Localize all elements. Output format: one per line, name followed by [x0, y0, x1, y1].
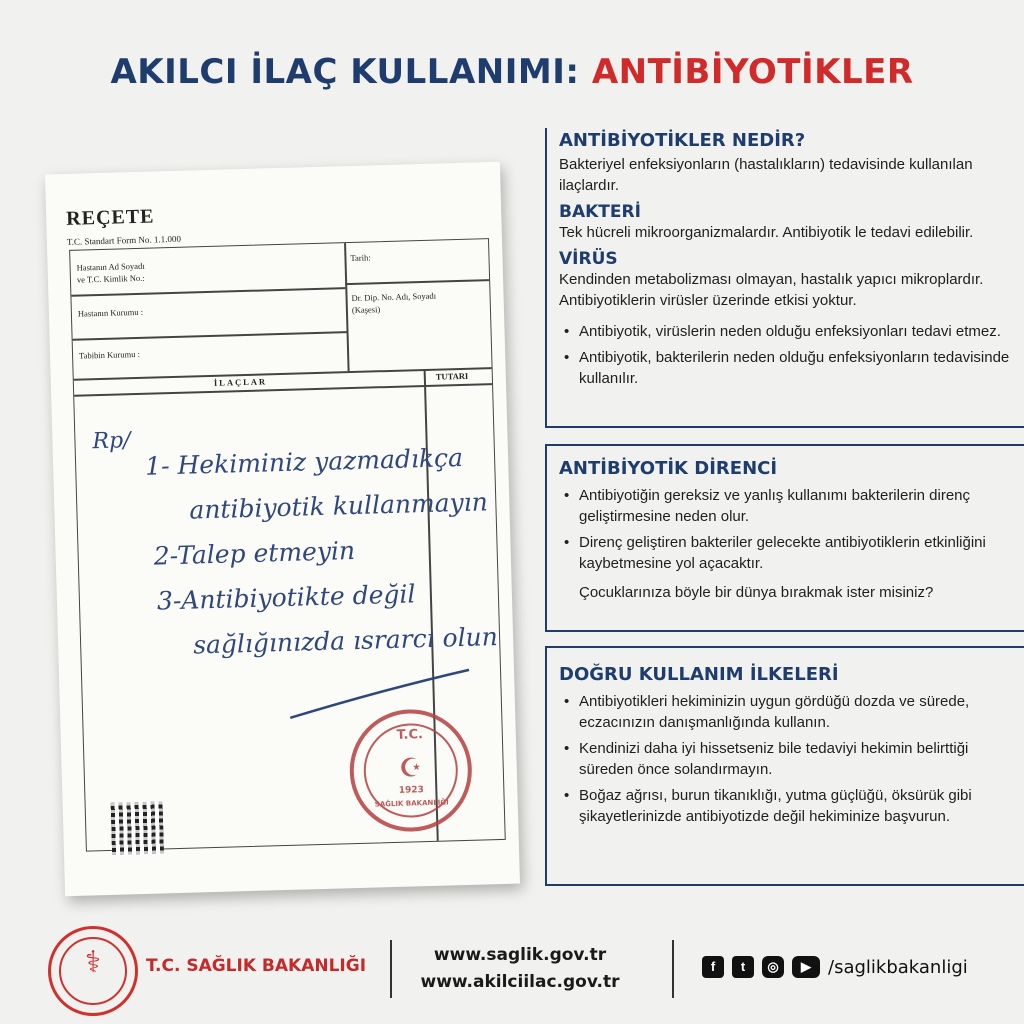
handwriting-line5: sağlığınızda ısrarcı olun — [192, 622, 499, 660]
ministry-logo — [48, 926, 138, 1016]
physician-institution-label: Tabibin Kurumu : — [78, 348, 140, 361]
antibiotic-facts-list — [559, 321, 1014, 389]
divider — [345, 279, 489, 285]
handwriting-line1: 1- Hekiminiz yazmadıkça — [144, 442, 464, 481]
list-item: • Kendinizi daha iyi hissetseniz bile tedaviyi hekimin belirttiği süreden önce solandırmayın. — [559, 738, 1014, 780]
signature-stroke — [284, 668, 475, 723]
website-link-saglik[interactable]: www.saglik.gov.tr — [433, 945, 607, 965]
doctor-label: Dr. Dip. No. Adı, Soyadı — [351, 290, 437, 303]
total-header: TUTARI — [435, 370, 469, 382]
website-link-akilciilac[interactable]: www.akilciilac.gov.tr — [420, 972, 620, 992]
qr-code — [111, 801, 164, 854]
doctor-stamp-label: (Kaşesi) — [351, 304, 381, 315]
footer-divider — [672, 940, 674, 998]
panel-antibiotic-resistance — [545, 444, 1024, 632]
date-label: Tarih: — [350, 252, 371, 263]
panel-correct-use-principles — [545, 646, 1024, 886]
prescription-title: REÇETE — [65, 205, 155, 230]
principles-list — [559, 691, 1014, 827]
divider — [74, 383, 492, 396]
list-item: • Direnç geliştiren bakteriler gelecekte antibiyotiklerin etkinliğini kaybetmesine yol açacaktır. — [559, 532, 1014, 574]
ministry-name: T.C. SAĞLIK BAKANLIĞI — [146, 956, 367, 976]
seal-top-text: T.C. — [396, 727, 424, 743]
patient-id-label: ve T.C. Kimlik No.: — [76, 272, 145, 285]
social-handle[interactable]: /saglikbakanligi — [828, 957, 968, 978]
footer-divider — [390, 940, 392, 998]
list-item: • Boğaz ağrısı, burun tikanıklığı, yutma güçlüğü, öksürük gibi şikayetlerinizde antibiyotizde değil hekiminize başvurun. — [559, 785, 1014, 827]
title-part2: ANTİBİYOTİKLER — [591, 52, 914, 92]
list-item: • Antibiyotik, bakterilerin neden olduğu enfeksiyonların tedavisinde kullanılır. — [559, 347, 1014, 389]
divider — [71, 287, 345, 296]
divider — [344, 243, 349, 371]
caduceus-icon: ⚕ — [84, 946, 102, 979]
prescription-paper — [45, 162, 520, 896]
resistance-list — [559, 485, 1014, 574]
page-title — [0, 52, 1024, 92]
panel-heading: ANTİBİYOTİKLER NEDİR? — [559, 130, 806, 151]
list-item: • Antibiyotik, virüslerin neden olduğu enfeksiyonları tedavi etmez. — [559, 321, 1014, 342]
patient-name-label: Hastanın Ad Soyadı — [76, 260, 145, 273]
seal-arc-text: SAĞLIK BAKANLIĞI — [374, 798, 449, 809]
patient-institution-label: Hastanın Kurumu : — [77, 306, 144, 319]
seal-year: 1923 — [398, 785, 425, 796]
divider — [74, 367, 492, 380]
definition-text: Bakteriyel enfeksiyonların (hastalıkların) tedavisinde kullanılan ilaçlardır. — [559, 156, 973, 194]
facebook-icon[interactable]: f — [702, 956, 724, 978]
panel-heading: ANTİBİYOTİK DİRENCİ — [559, 458, 778, 479]
panel-heading: DOĞRU KULLANIM İLKELERİ — [559, 664, 839, 685]
virus-text: Kendinden metabolizması olmayan, hastalık yapıcı mikroplardır. Antibiyotiklerin virüsler üzerinde etkisi yoktur. — [559, 271, 984, 309]
drugs-header: İLAÇLAR — [213, 376, 268, 388]
handwriting-line3: 2-Talep etmeyin — [153, 535, 356, 571]
youtube-icon[interactable]: ▶ — [792, 956, 820, 978]
twitter-icon[interactable]: t — [732, 956, 754, 978]
list-item: • Antibiyotikleri hekiminizin uygun gördüğü dozda ve sürede, eczacınızın danışmanlığında kullanın. — [559, 691, 1014, 733]
divider — [73, 331, 347, 340]
form-number: T.C. Standart Form No. 1.1.000 — [66, 233, 182, 247]
bacteria-heading: BAKTERİ — [559, 202, 641, 222]
bacteria-text: Tek hücreli mikroorganizmalardır. Antibiyotik le tedavi edilebilir. — [559, 224, 974, 241]
rp-mark: Rp/ — [92, 428, 131, 455]
resistance-question: Çocuklarınıza böyle bir dünya bırakmak ister misiniz? — [579, 584, 934, 601]
virus-heading: VİRÜS — [559, 249, 618, 269]
list-item: • Antibiyotiğin gereksiz ve yanlış kullanımı bakterilerin direnç geliştirmesine neden olur. — [559, 485, 1014, 527]
instagram-icon[interactable]: ◎ — [762, 956, 784, 978]
panel-antibiotics-definition — [545, 128, 1024, 428]
title-part1: AKILCI İLAÇ KULLANIMI: — [110, 52, 580, 92]
handwriting-line2: antibiyotik kullanmayın — [189, 487, 489, 525]
handwriting-line4: 3-Antibiyotikte değil — [156, 579, 416, 616]
crescent-star-icon: ☪ — [398, 753, 423, 784]
